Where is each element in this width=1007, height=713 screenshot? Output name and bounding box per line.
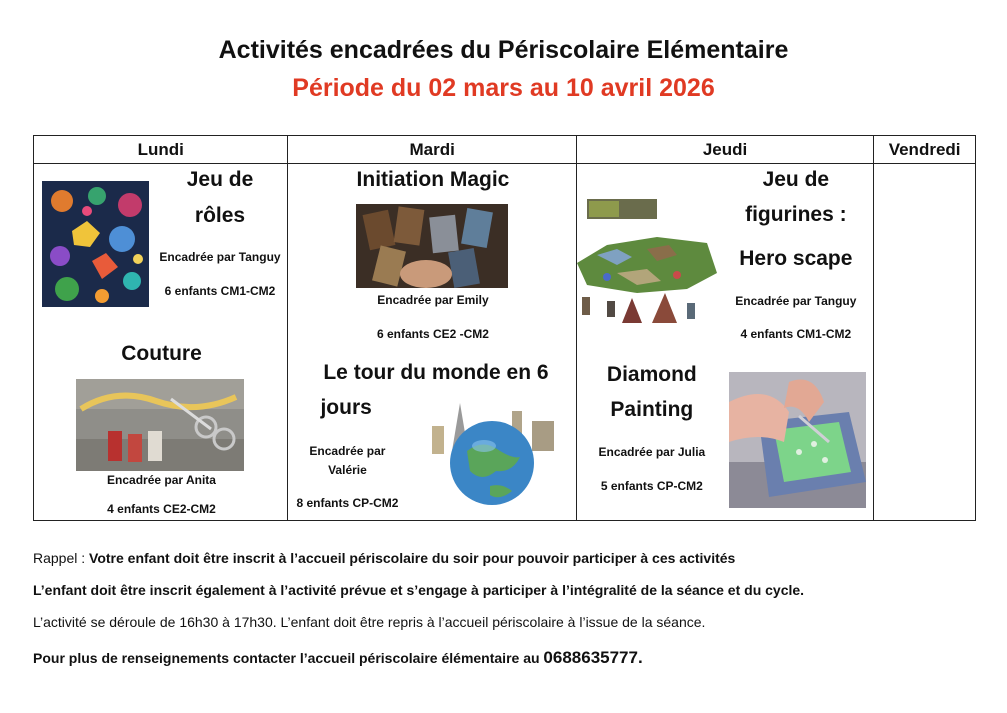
activity-group: 6 enfants CM1-CM2	[164, 284, 276, 298]
world-globe-image	[412, 391, 572, 511]
activity-title-diamond-line1: Diamond	[606, 363, 697, 386]
activity-title-initiation-magic: Initiation Magic	[356, 168, 510, 191]
horaires-note: L’activité se déroule de 16h30 à 17h30. L’enfant doit être repris à l’accueil périscolaire à l’issue de la séance.	[33, 614, 706, 630]
rappel-note	[33, 550, 735, 566]
game-dice-art-image	[42, 181, 149, 307]
activity-title-jeu-de-roles-line1: Jeu de	[186, 168, 254, 191]
rappel-text: Votre enfant doit être inscrit à l’accueil périscolaire du soir pour pouvoir participer à ces activités	[89, 550, 736, 566]
activity-supervisor: Encadrée par Julia	[598, 445, 706, 459]
header-mardi: Mardi	[288, 136, 576, 163]
cell-lundi	[34, 163, 288, 521]
activity-title-figurines-line3: Hero scape	[739, 247, 853, 270]
activity-group: 8 enfants CP-CM2	[296, 496, 399, 510]
table-body-row	[34, 163, 975, 521]
header-vendredi: Vendredi	[888, 140, 961, 159]
cell-vendredi	[874, 163, 975, 521]
activity-title-diamond-line2: Painting	[610, 398, 694, 421]
activity-title-jeu-de-roles-line2: rôles	[194, 204, 246, 227]
activity-supervisor: Encadrée par Emily	[377, 293, 489, 307]
heroscape-board-image	[577, 193, 717, 333]
activities-table	[33, 135, 976, 521]
inscription-text: L’enfant doit être inscrit également à l’activité prévue et s’engage à participer à l’intégralité de la séance et du cycle.	[33, 582, 805, 598]
magic-cards-image	[356, 204, 508, 288]
sewing-tools-image	[76, 379, 244, 471]
table-header-row	[34, 136, 975, 164]
activity-group: 6 enfants CE2 -CM2	[376, 327, 489, 341]
activity-group: 4 enfants CM1-CM2	[740, 327, 852, 341]
activity-title-couture: Couture	[121, 342, 202, 365]
diamond-painting-image	[729, 372, 866, 508]
contact-note	[33, 648, 643, 668]
activity-title-figurines-line1: Jeu de	[762, 168, 830, 191]
activity-supervisor: Encadrée par	[309, 444, 386, 458]
contact-text: Pour plus de renseignements contacter l’accueil périscolaire élémentaire au	[33, 650, 544, 666]
activity-title-tour-du-monde-line2: jours	[320, 396, 372, 419]
activity-title-figurines-line2: figurines :	[745, 203, 847, 226]
activity-supervisor: Encadrée par Tanguy	[735, 294, 857, 308]
activity-supervisor: Encadrée par Anita	[107, 473, 216, 487]
period-subtitle: Période du 02 mars au 10 avril 2026	[292, 74, 715, 102]
header-lundi: Lundi	[34, 136, 288, 163]
cell-jeudi	[577, 163, 874, 521]
cell-mardi	[288, 163, 576, 521]
activity-title-tour-du-monde-line1: Le tour du monde en 6	[323, 361, 549, 384]
rappel-label: Rappel :	[33, 550, 90, 566]
activity-group: 4 enfants CE2-CM2	[107, 502, 216, 516]
activity-group: 5 enfants CP-CM2	[600, 479, 703, 493]
header-jeudi: Jeudi	[577, 136, 874, 163]
inscription-note	[33, 582, 804, 598]
activity-supervisor: Encadrée par Tanguy	[159, 250, 281, 264]
page-title: Activités encadrées du Périscolaire Elémentaire	[218, 36, 789, 64]
contact-phone: 0688635777.	[543, 648, 643, 667]
activity-supervisor-name: Valérie	[328, 463, 367, 477]
